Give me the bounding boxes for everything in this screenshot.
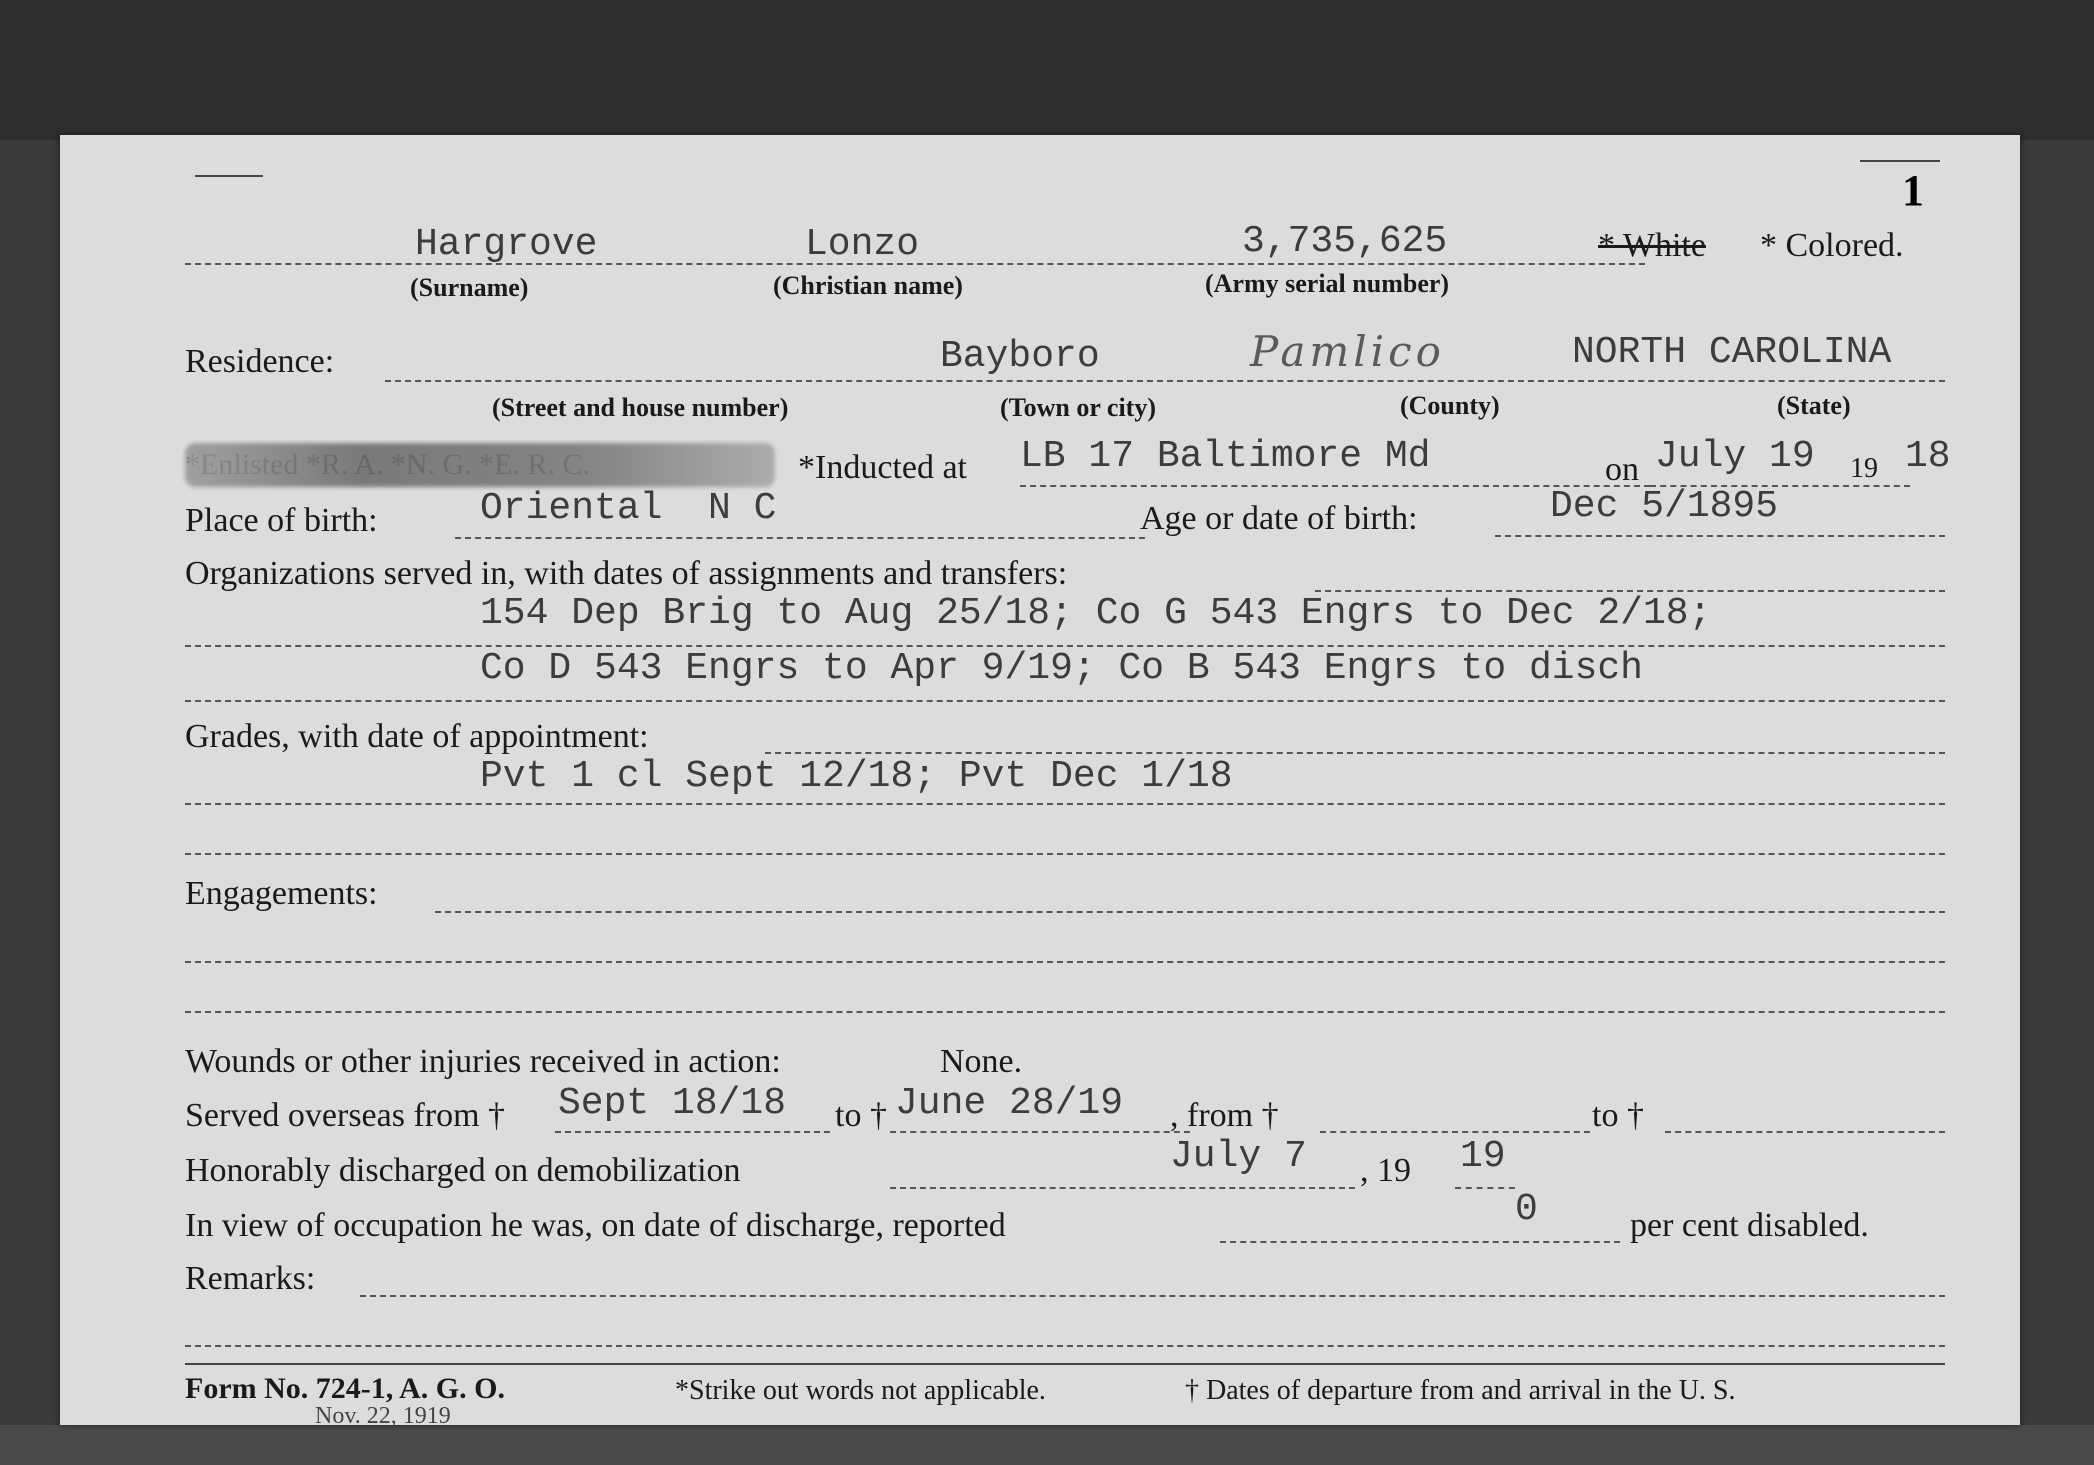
discharge-date-value: July 7 (1170, 1135, 1307, 1178)
disability-suffix: per cent disabled. (1630, 1207, 1869, 1244)
overseas-to-value: June 28/19 (895, 1082, 1124, 1125)
race-white-struck: * White (1598, 227, 1706, 264)
grades-value-1: Pvt 1 cl Sept 12/18; Pvt Dec 1/18 (480, 755, 1233, 798)
place-of-birth-line (455, 537, 1145, 539)
residence-state-value: NORTH CAROLINA (1572, 331, 1892, 374)
top-right-rule (1860, 160, 1940, 162)
enlisted-options-obscuring-mark (185, 443, 775, 487)
residence-town-value: Bayboro (940, 335, 1100, 378)
form-date: Nov. 22, 1919 (315, 1403, 451, 1429)
grades-line-1 (185, 803, 1945, 805)
footnote-dates: † Dates of departure from and arrival in the U. S. (1185, 1375, 1736, 1406)
overseas-from2-line (1320, 1131, 1590, 1133)
date-of-birth-value: Dec 5/1895 (1550, 485, 1779, 528)
street-caption: (Street and house number) (492, 393, 789, 422)
disability-line (1220, 1241, 1620, 1243)
grades-label: Grades, with date of appointment: (185, 718, 649, 755)
place-of-birth-label: Place of birth: (185, 502, 378, 539)
footer-rule (185, 1363, 1945, 1365)
footnote-strike: *Strike out words not applicable. (675, 1375, 1046, 1406)
wounds-value: None. (940, 1043, 1023, 1080)
inducted-year-prefix: 19 (1850, 453, 1878, 484)
overseas-to2-line (1665, 1131, 1945, 1133)
overseas-from-value: Sept 18/18 (558, 1082, 787, 1125)
state-caption: (State) (1777, 391, 1851, 420)
overseas-from-label: Served overseas from † (185, 1097, 506, 1134)
top-left-rule (195, 175, 263, 177)
inducted-at-value: LB 17 Baltimore Md (1020, 435, 1431, 478)
grades-line-0 (765, 752, 1945, 754)
card-number: 1 (1902, 166, 1924, 215)
inducted-at-label: *Inducted at (798, 449, 967, 486)
engagements-line-2 (185, 1011, 1945, 1013)
overseas-from2-label: , from † (1170, 1097, 1279, 1134)
county-caption: (County) (1400, 391, 1500, 420)
discharge-label: Honorably discharged on demobilization (185, 1152, 741, 1189)
scan-background-bottom (0, 1425, 2094, 1465)
grades-line-2 (185, 853, 1945, 855)
organizations-value-1: 154 Dep Brig to Aug 25/18; Co G 543 Engrs to Dec 2/18; (480, 592, 1712, 635)
town-caption: (Town or city) (1000, 393, 1156, 422)
discharge-year-value: 19 (1460, 1135, 1506, 1178)
remarks-line-1 (185, 1345, 1945, 1347)
disability-label: In view of occupation he was, on date of discharge, reported (185, 1207, 1006, 1244)
christian-name-value: Lonzo (805, 223, 920, 266)
serial-number-caption: (Army serial number) (1205, 269, 1450, 298)
disability-value: 0 (1515, 1188, 1538, 1231)
inducted-on-label: on (1605, 451, 1639, 488)
overseas-to2-label: to † (1592, 1097, 1644, 1134)
remarks-line-0 (360, 1295, 1945, 1297)
engagements-label: Engagements: (185, 875, 378, 912)
remarks-label: Remarks: (185, 1260, 316, 1297)
race-colored: * Colored. (1760, 227, 1904, 264)
scan-background-top (0, 0, 2094, 140)
organizations-value-2: Co D 543 Engrs to Apr 9/19; Co B 543 Engrs to disch (480, 647, 1643, 690)
overseas-to-label: to † (835, 1097, 887, 1134)
wounds-label: Wounds or other injuries received in action: (185, 1043, 781, 1080)
engagements-line-1 (185, 961, 1945, 963)
organizations-line-2 (185, 700, 1945, 702)
residence-line (385, 380, 1945, 382)
organizations-label: Organizations served in, with dates of assignments and transfers: (185, 555, 1068, 592)
serial-number-value: 3,735,625 (1242, 220, 1448, 263)
inducted-date-value: July 19 (1655, 435, 1815, 478)
place-of-birth-value: Oriental N C (480, 487, 777, 530)
overseas-from-line (555, 1131, 830, 1133)
discharge-year-line (1455, 1187, 1515, 1189)
christian-name-caption: (Christian name) (773, 271, 963, 300)
surname-caption: (Surname) (410, 273, 529, 302)
inducted-year-value: 18 (1905, 435, 1951, 478)
engagements-line-0 (435, 911, 1945, 913)
residence-label: Residence: (185, 343, 335, 380)
service-record-card (60, 135, 2020, 1429)
form-number: Form No. 724-1, A. G. O. (185, 1372, 505, 1405)
date-of-birth-line (1495, 535, 1945, 537)
residence-county-value: Pamlico (1250, 327, 1445, 376)
surname-value: Hargrove (415, 223, 598, 266)
discharge-year-prefix: , 19 (1360, 1152, 1411, 1189)
date-of-birth-label: Age or date of birth: (1140, 500, 1418, 537)
overseas-to-line (890, 1131, 1190, 1133)
discharge-date-line (890, 1187, 1355, 1189)
